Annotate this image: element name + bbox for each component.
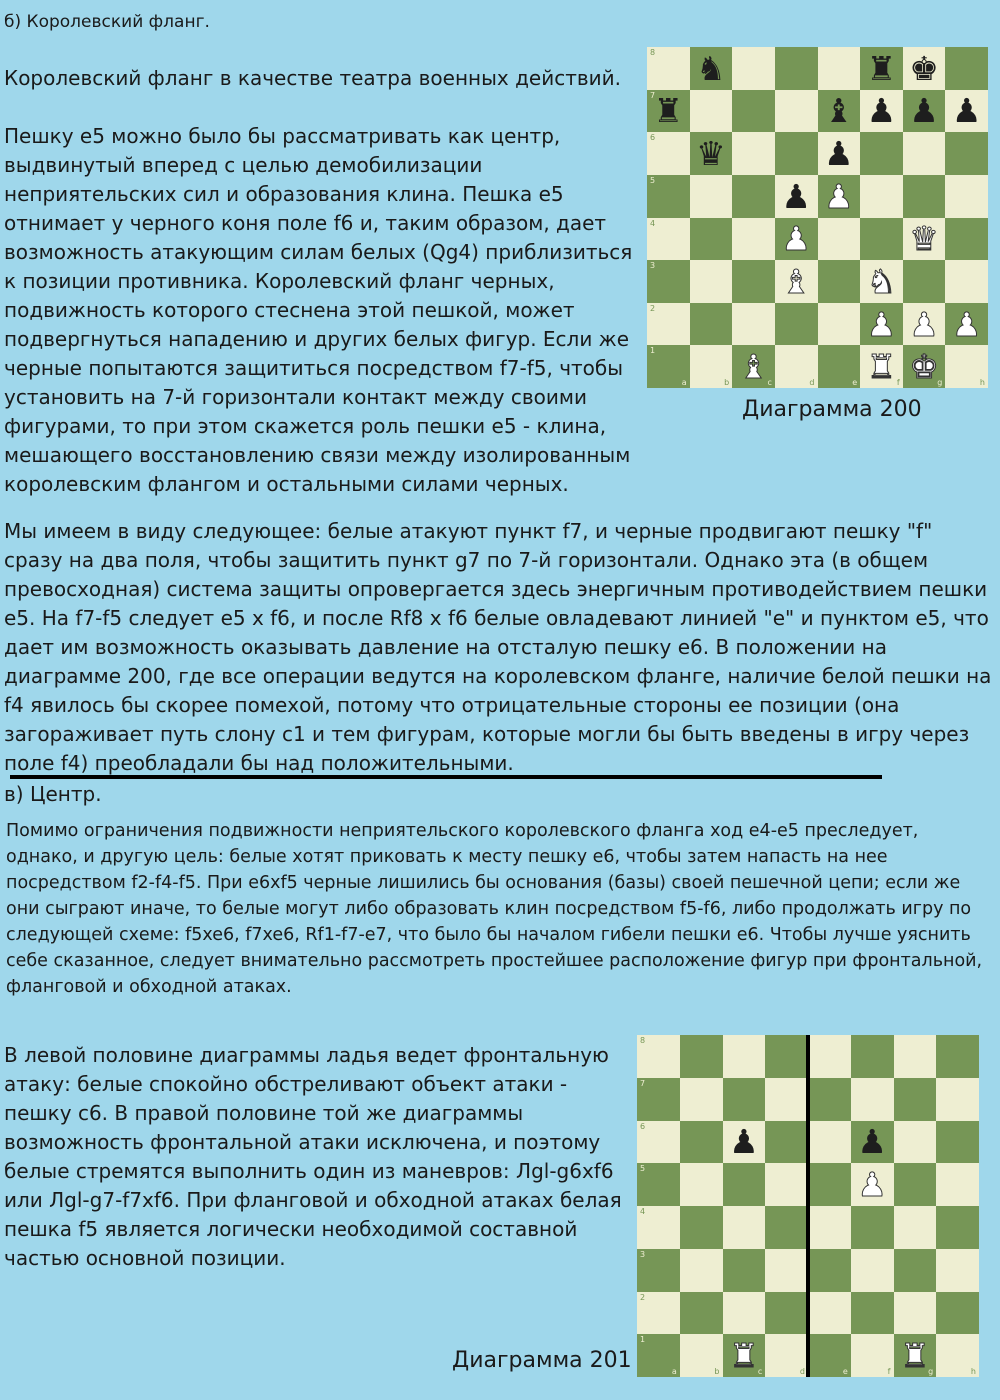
square-h4 xyxy=(945,218,988,261)
paragraph-1: Пешку e5 можно было бы рассматривать как центр, выдвинутый вперед с целью демобилизации неприятельских сил и образования клина. Пешка е5 отнимает у черного коня поле f6 и, таким образом, дает возможность атакующим силам белых (Qg4) приблизиться к позиции противника. Королевский фланг черных, подвижность которого стеснена этой пешкой, может подвергнуться нападению и других белых фигур. Если же черные попытаются защититься посредством f7-f5, чтобы установить на 7-й горизонтали контакт между своими фигурами, то при этом скажется роль пешки е5 - клина, мешающего восстановлению связи между изолированным королевским флангом и остальными силами черных. xyxy=(4,124,633,496)
square-f8 xyxy=(860,47,903,90)
file-label: c xyxy=(767,378,772,387)
square-e8 xyxy=(818,47,861,90)
square-h5 xyxy=(945,175,988,218)
square-f4 xyxy=(860,218,903,261)
square-b6 xyxy=(690,132,733,175)
square-h2 xyxy=(945,303,988,346)
file-label: g xyxy=(937,378,943,387)
square-d8 xyxy=(765,1035,808,1078)
square-c7 xyxy=(723,1078,766,1121)
black-chess-pawn-icon: ♟ xyxy=(909,91,939,131)
square-g4 xyxy=(903,218,946,261)
square-g8 xyxy=(894,1035,937,1078)
square-g2 xyxy=(894,1292,937,1335)
file-label: h xyxy=(970,1367,976,1376)
file-label: f xyxy=(896,378,900,387)
square-b3 xyxy=(690,260,733,303)
square-c3 xyxy=(723,1249,766,1292)
square-g3 xyxy=(894,1249,937,1292)
square-c7 xyxy=(732,90,775,133)
white-chess-bishop-icon: ♝ xyxy=(738,347,769,387)
file-label: c xyxy=(757,1367,763,1376)
square-h7 xyxy=(936,1078,979,1121)
square-b6 xyxy=(680,1121,723,1164)
black-chess-rook-icon: ♜ xyxy=(653,91,684,131)
square-g5 xyxy=(903,175,946,218)
square-c1 xyxy=(723,1334,766,1377)
square-e3 xyxy=(818,260,861,303)
rank-label: 6 xyxy=(650,133,656,143)
square-c8 xyxy=(732,47,775,90)
square-d7 xyxy=(775,90,818,133)
square-c4 xyxy=(732,218,775,261)
square-b7 xyxy=(680,1078,723,1121)
square-c5 xyxy=(732,175,775,218)
square-b1 xyxy=(690,345,733,388)
white-chess-queen-icon: ♛ xyxy=(909,219,939,259)
white-chess-pawn-icon: ♟ xyxy=(951,304,982,344)
rank-label: 4 xyxy=(640,1207,646,1216)
white-chess-pawn-icon: ♟ xyxy=(857,1165,887,1205)
white-chess-pawn-icon: ♟ xyxy=(824,176,854,216)
square-e6 xyxy=(818,132,861,175)
square-a8 xyxy=(647,47,690,90)
board-divider-line xyxy=(806,1035,810,1377)
square-h4 xyxy=(936,1206,979,1249)
square-g8 xyxy=(903,47,946,90)
chess-board-diagram-200 xyxy=(647,47,988,388)
square-f5 xyxy=(860,175,903,218)
square-c8 xyxy=(723,1035,766,1078)
black-chess-knight-icon: ♞ xyxy=(696,48,726,88)
black-chess-pawn-icon: ♟ xyxy=(729,1122,759,1162)
square-g5 xyxy=(894,1163,937,1206)
subsection-title: Королевский фланг в качестве театра военных действий. xyxy=(4,66,622,90)
square-d7 xyxy=(765,1078,808,1121)
rank-label: 8 xyxy=(650,48,656,57)
square-c6 xyxy=(723,1121,766,1164)
rank-label: 1 xyxy=(650,346,656,356)
rank-label: 8 xyxy=(640,1036,646,1045)
file-label: g xyxy=(928,1367,934,1376)
square-g4 xyxy=(894,1206,937,1249)
paragraph-2: Мы имеем в виду следующее: белые атакуют пункт f7, и черные продвигают пешку "f" сразу на два поля, чтобы защитить пункт g7 по 7-й горизонтали. Однако эта (в общем превосходная) система защиты опровергается здесь энергичным противодействием пешки е5. На f7-f5 следует е5 х f6, и после Rf8 х f6 белые овладевают линией "е" и пунктом е5, что дает им возможность оказывать давление на отсталую пешку е6. В положении на диаграмме 200, где все операции ведутся на королевском фланге, наличие белой пешки на f4 явилось бы скорее помехой, потому что отрицательные стороны ее позиции (она загораживает путь слону c1 и тем фигурам, которые могли бы быть введены в игру через поле f4) преобладали бы над положительными. xyxy=(4,519,992,775)
rank-label: 7 xyxy=(650,90,656,100)
square-f6 xyxy=(851,1121,894,1164)
square-a5 xyxy=(647,175,690,218)
square-h3 xyxy=(936,1249,979,1292)
rank-label: 5 xyxy=(640,1164,646,1174)
white-chess-rook-icon: ♜ xyxy=(729,1336,759,1376)
square-a8 xyxy=(637,1035,680,1078)
square-d1 xyxy=(775,345,818,388)
file-label: h xyxy=(979,378,985,387)
square-b4 xyxy=(680,1206,723,1249)
square-a2 xyxy=(647,303,690,346)
diagram-201-caption: Диаграмма 201 xyxy=(452,1348,632,1373)
square-f7 xyxy=(851,1078,894,1121)
square-f6 xyxy=(860,132,903,175)
rank-label: 5 xyxy=(650,175,656,185)
square-f3 xyxy=(860,260,903,303)
white-chess-rook-icon: ♜ xyxy=(866,347,897,387)
square-e4 xyxy=(818,218,861,261)
paragraph-4: В левой половине диаграммы ладья ведет фронтальную атаку: белые спокойно обстреливают объект атаки - пешку c6. В правой половине той же диаграммы возможность фронтальной атаки исключена, и поэтому белые стремятся выполнить один из маневров: Лgl-g6xf6 или Лgl-g7-f7xf6. При фланговой и обходной атаках белая пешка f5 является логически необходимой составной частью основной позиции. xyxy=(4,1043,622,1270)
black-chess-pawn-icon: ♟ xyxy=(781,176,811,216)
square-a3 xyxy=(647,260,690,303)
file-label: b xyxy=(724,378,730,387)
square-e2 xyxy=(818,303,861,346)
file-label: e xyxy=(852,378,858,387)
section-divider xyxy=(10,775,882,779)
section-heading-king-flank: б) Королевский фланг. xyxy=(4,12,210,32)
square-e7 xyxy=(808,1078,851,1121)
square-b5 xyxy=(680,1163,723,1206)
square-b2 xyxy=(680,1292,723,1335)
square-g6 xyxy=(894,1121,937,1164)
square-e6 xyxy=(808,1121,851,1164)
white-chess-pawn-icon: ♟ xyxy=(909,304,939,344)
square-h8 xyxy=(945,47,988,90)
square-f5 xyxy=(851,1163,894,1206)
square-d5 xyxy=(775,175,818,218)
square-b1 xyxy=(680,1334,723,1377)
square-g1 xyxy=(903,345,946,388)
square-d3 xyxy=(765,1249,808,1292)
rank-label: 2 xyxy=(650,303,656,313)
square-d3 xyxy=(775,260,818,303)
white-chess-bishop-icon: ♝ xyxy=(781,261,811,301)
white-chess-pawn-icon: ♟ xyxy=(781,219,811,259)
square-a2 xyxy=(637,1292,680,1335)
square-d6 xyxy=(775,132,818,175)
black-chess-pawn-icon: ♟ xyxy=(824,134,854,174)
white-chess-king-icon: ♚ xyxy=(909,347,939,387)
square-f2 xyxy=(860,303,903,346)
square-g1 xyxy=(894,1334,937,1377)
square-g7 xyxy=(894,1078,937,1121)
square-a4 xyxy=(637,1206,680,1249)
square-c1 xyxy=(732,345,775,388)
square-c5 xyxy=(723,1163,766,1206)
square-c4 xyxy=(723,1206,766,1249)
square-c2 xyxy=(723,1292,766,1335)
square-a4 xyxy=(647,218,690,261)
square-f1 xyxy=(860,345,903,388)
rank-label: 4 xyxy=(650,218,656,228)
square-f4 xyxy=(851,1206,894,1249)
black-chess-king-icon: ♚ xyxy=(909,48,939,88)
black-chess-pawn-icon: ♟ xyxy=(951,91,982,131)
square-d2 xyxy=(765,1292,808,1335)
file-label: a xyxy=(681,378,687,387)
square-d1 xyxy=(765,1334,808,1377)
square-a7 xyxy=(637,1078,680,1121)
rank-label: 6 xyxy=(640,1121,646,1131)
square-h6 xyxy=(945,132,988,175)
square-e1 xyxy=(818,345,861,388)
square-g6 xyxy=(903,132,946,175)
square-g2 xyxy=(903,303,946,346)
square-e5 xyxy=(818,175,861,218)
square-e4 xyxy=(808,1206,851,1249)
square-a7 xyxy=(647,90,690,133)
square-a6 xyxy=(647,132,690,175)
square-h1 xyxy=(945,345,988,388)
square-b3 xyxy=(680,1249,723,1292)
diagram-200-caption: Диаграмма 200 xyxy=(742,397,922,422)
rank-label: 7 xyxy=(640,1078,646,1088)
black-chess-bishop-icon: ♝ xyxy=(824,91,854,131)
square-h5 xyxy=(936,1163,979,1206)
square-h8 xyxy=(936,1035,979,1078)
section-heading-center: в) Центр. xyxy=(4,782,102,806)
square-e5 xyxy=(808,1163,851,1206)
square-d5 xyxy=(765,1163,808,1206)
square-e8 xyxy=(808,1035,851,1078)
square-a6 xyxy=(637,1121,680,1164)
rank-label: 1 xyxy=(640,1335,646,1345)
square-a1 xyxy=(647,345,690,388)
file-label: d xyxy=(809,378,815,387)
square-d4 xyxy=(775,218,818,261)
file-label: e xyxy=(842,1367,848,1376)
square-b4 xyxy=(690,218,733,261)
square-f8 xyxy=(851,1035,894,1078)
file-label: b xyxy=(714,1367,720,1376)
square-e2 xyxy=(808,1292,851,1335)
square-b2 xyxy=(690,303,733,346)
square-c6 xyxy=(732,132,775,175)
square-b8 xyxy=(680,1035,723,1078)
square-h7 xyxy=(945,90,988,133)
rank-label: 2 xyxy=(640,1292,646,1302)
square-d4 xyxy=(765,1206,808,1249)
square-e3 xyxy=(808,1249,851,1292)
white-chess-knight-icon: ♞ xyxy=(866,261,897,301)
white-chess-pawn-icon: ♟ xyxy=(866,304,897,344)
square-h1 xyxy=(936,1334,979,1377)
square-f2 xyxy=(851,1292,894,1335)
black-chess-pawn-icon: ♟ xyxy=(857,1122,887,1162)
black-chess-queen-icon: ♛ xyxy=(696,134,726,174)
file-label: f xyxy=(887,1367,891,1376)
square-g3 xyxy=(903,260,946,303)
square-a3 xyxy=(637,1249,680,1292)
square-f1 xyxy=(851,1334,894,1377)
square-a5 xyxy=(637,1163,680,1206)
square-c2 xyxy=(732,303,775,346)
square-c3 xyxy=(732,260,775,303)
square-d6 xyxy=(765,1121,808,1164)
square-a1 xyxy=(637,1334,680,1377)
square-e7 xyxy=(818,90,861,133)
rank-label: 3 xyxy=(640,1249,646,1259)
white-chess-rook-icon: ♜ xyxy=(900,1336,930,1376)
black-chess-pawn-icon: ♟ xyxy=(866,91,897,131)
square-b7 xyxy=(690,90,733,133)
square-h2 xyxy=(936,1292,979,1335)
rank-label: 3 xyxy=(650,261,656,271)
square-e1 xyxy=(808,1334,851,1377)
square-g7 xyxy=(903,90,946,133)
square-b8 xyxy=(690,47,733,90)
square-b5 xyxy=(690,175,733,218)
paragraph-3: Помимо ограничения подвижности неприятельского королевского фланга ход e4-e5 преследует, однако, и другую цель: белые хотят приковать к месту пешку e6, чтобы затем напасть на нее посредством f2-f4-f5. При e6xf5 черные лишились бы основания (базы) своей пешечной цепи; если же они сыграют иначе, то белые могут либо образовать клин посредством f5-f6, либо продолжать игру по следующей схеме: f5xe6, f7xe6, Rf1-f7-e7, что было бы началом гибели пешки e6. Чтобы лучше уяснить себе сказанное, следует внимательно рассмотреть простейшее расположение фигур при фронтальной, фланговой и обходной атаках. xyxy=(6,821,983,997)
square-d2 xyxy=(775,303,818,346)
square-h6 xyxy=(936,1121,979,1164)
black-chess-rook-icon: ♜ xyxy=(866,48,897,88)
square-f7 xyxy=(860,90,903,133)
square-f3 xyxy=(851,1249,894,1292)
file-label: d xyxy=(799,1367,805,1376)
square-h3 xyxy=(945,260,988,303)
file-label: a xyxy=(671,1367,677,1376)
square-d8 xyxy=(775,47,818,90)
